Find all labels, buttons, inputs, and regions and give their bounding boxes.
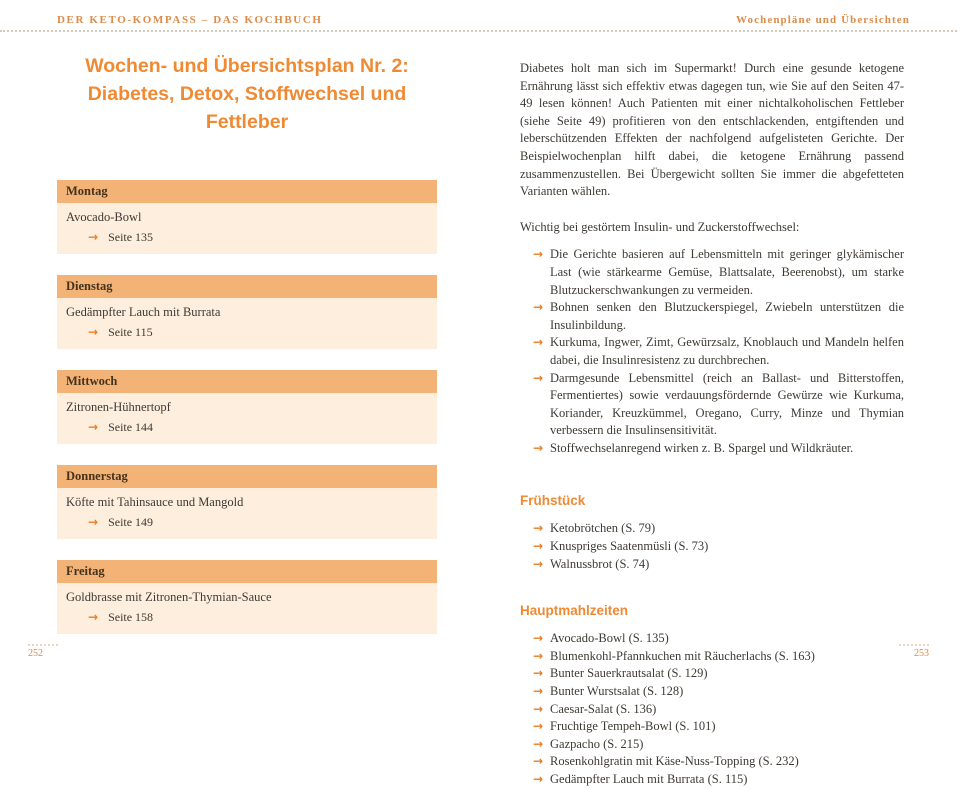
header-dotted-rule [0,30,957,32]
page-reference [66,325,428,340]
day-block-montag [57,180,437,254]
day-panel [57,393,437,444]
list-item-text: Bunter Sauerkrautsalat (S. 129) [550,666,708,681]
list-item [520,701,904,719]
arrow-icon: → [88,325,99,339]
page-number-right [899,644,929,659]
list-item [520,665,904,683]
folio-dotted-rule [28,644,58,646]
day-panel [57,203,437,254]
arrow-icon: → [533,247,544,262]
list-item-text: Ketobrötchen (S. 79) [550,521,656,536]
arrow-icon: → [88,610,99,624]
list-item-text: Blumenkohl-Pfannkuchen mit Räucherlachs (S. 163) [550,648,815,663]
breakfast-list [520,520,904,573]
list-item [520,299,904,334]
arrow-icon: → [88,230,99,244]
dish-name: Gedämpfter Lauch mit Burrata [66,305,221,319]
list-item-text: Knuspriges Saatenmüsli (S. 73) [550,539,709,554]
dish-name: Zitronen-Hühnertopf [66,400,171,414]
page-title-line1: Wochen- und Übersichtsplan Nr. 2: [85,55,409,77]
arrow-icon: → [533,684,544,699]
arrow-icon: → [533,719,544,734]
list-item-text: Die Gerichte basieren auf Lebensmitteln mit geringer glykämischer Last (wie stärkearme Gemüse, Blattsalate, Beerenobst), um starke Blutzuckerschwankungen zu vermeiden. [550,247,904,297]
day-panel [57,488,437,539]
page-title [57,52,437,136]
list-item-text: Kurkuma, Ingwer, Zimt, Gewürzsalz, Knoblauch und Mandeln helfen dabei, die Insulinresistenz zu durchbrechen. [550,335,904,367]
arrow-icon: → [533,440,544,455]
day-header: Dienstag [57,275,437,298]
list-item-text: Stoffwechselanregend wirken z. B. Spargel und Wildkräuter. [550,440,854,455]
list-item [520,648,904,666]
page-reference-label: Seite 158 [108,610,154,624]
arrow-icon: → [533,754,544,769]
list-item [520,753,904,771]
list-item-text: Bohnen senken den Blutzuckerspiegel, Zwiebeln unterstützen die Insulinbildung. [550,300,904,332]
day-panel [57,583,437,634]
dish-name: Köfte mit Tahinsauce und Mangold [66,495,244,509]
page-reference-label: Seite 135 [108,230,154,244]
page-reference-label: Seite 144 [108,420,154,434]
main-meals-list [520,630,904,788]
day-block-donnerstag [57,465,437,539]
list-item [520,718,904,736]
list-item-text: Gazpacho (S. 215) [550,736,644,751]
list-item-text: Walnussbrot (S. 74) [550,556,650,571]
list-item [520,370,904,440]
list-item-text: Darmgesunde Lebensmittel (reich an Ballast- und Bitterstoffen, Fermentiertes) sowie verdauungsfördernde Gewürze wie Kurkuma, Koriander, Kreuzkümmel, Oregano, Curry, Minze und Thymian verbessern die Insulinsensitivität. [550,370,904,438]
day-panel [57,298,437,349]
list-item [520,556,904,574]
page-reference-label: Seite 149 [108,515,154,529]
arrow-icon: → [533,701,544,716]
list-item [520,334,904,369]
folio-dotted-rule [899,644,929,646]
arrow-icon: → [533,666,544,681]
day-block-mittwoch [57,370,437,444]
day-header: Montag [57,180,437,203]
arrow-icon: → [88,420,99,434]
page-reference-label: Seite 115 [108,325,153,339]
list-item-text: Caesar-Salat (S. 136) [550,701,657,716]
arrow-icon: → [533,648,544,663]
arrow-icon: → [88,515,99,529]
list-item-text: Fruchtige Tempeh-Bowl (S. 101) [550,719,716,734]
right-page [520,60,904,789]
list-item [520,683,904,701]
arrow-icon: → [533,300,544,315]
section-heading-hauptmahlzeiten: Hauptmahlzeiten [520,603,629,619]
insulin-tips-list [520,246,904,457]
day-header: Mittwoch [57,370,437,393]
arrow-icon: → [533,631,544,646]
day-header: Donnerstag [57,465,437,488]
page-number-label: 253 [914,648,929,659]
list-item [520,246,904,299]
page-reference [66,610,428,625]
page-reference [66,420,428,435]
list-item [520,736,904,754]
list-item [520,630,904,648]
list-item-text: Avocado-Bowl (S. 135) [550,631,669,646]
page-number-label: 252 [28,648,43,659]
day-block-freitag [57,560,437,634]
page-number-left [28,644,58,659]
arrow-icon: → [533,370,544,385]
list-item [520,520,904,538]
list-item-text: Bunter Wurstsalat (S. 128) [550,684,684,699]
list-item [520,440,904,458]
list-item-text: Gedämpfter Lauch mit Burrata (S. 115) [550,772,748,786]
running-head-left: DER KETO-KOMPASS – DAS KOCHBUCH [57,14,323,26]
dish-name: Avocado-Bowl [66,210,142,224]
page-reference [66,230,428,245]
arrow-icon: → [533,736,544,751]
day-header: Freitag [57,560,437,583]
arrow-icon: → [533,521,544,536]
intro-paragraph: Diabetes holt man sich im Supermarkt! Durch eine gesunde ketogene Ernährung lässt sich effektiv etwas dagegen tun, wie Sie auf den Seiten 47-49 lesen können! Auch Patienten mit einer nichtalkoholischen Fettleber (siehe Seite 49) profitieren von den entschlackenden, entgiftenden und leberschützenden Effekten der nachfolgend aufgelisteten Gerichte. Der Beispielwochenplan hilft dabei, die ketogene Ernährung passend zusammenzustellen. Bei Übergewicht sollten Sie immer die abgefetteten Varianten wählen. [520,61,904,199]
page-title-line2: Diabetes, Detox, Stoffwechsel und Fettleber [87,83,407,133]
dish-name: Goldbrasse mit Zitronen-Thymian-Sauce [66,590,272,604]
page-reference [66,515,428,530]
arrow-icon: → [533,556,544,571]
list-item [520,538,904,556]
arrow-icon: → [533,772,544,786]
list-item [520,771,904,789]
running-head-right: Wochenpläne und Übersichten [736,14,910,26]
day-block-dienstag [57,275,437,349]
section-heading-fruehstueck: Frühstück [520,493,586,509]
bullet-list-title: Wichtig bei gestörtem Insulin- und Zuckerstoffwechsel: [520,219,800,234]
arrow-icon: → [533,335,544,350]
left-page [57,52,437,655]
list-item-text: Rosenkohlgratin mit Käse-Nuss-Topping (S. 232) [550,754,799,769]
arrow-icon: → [533,539,544,554]
